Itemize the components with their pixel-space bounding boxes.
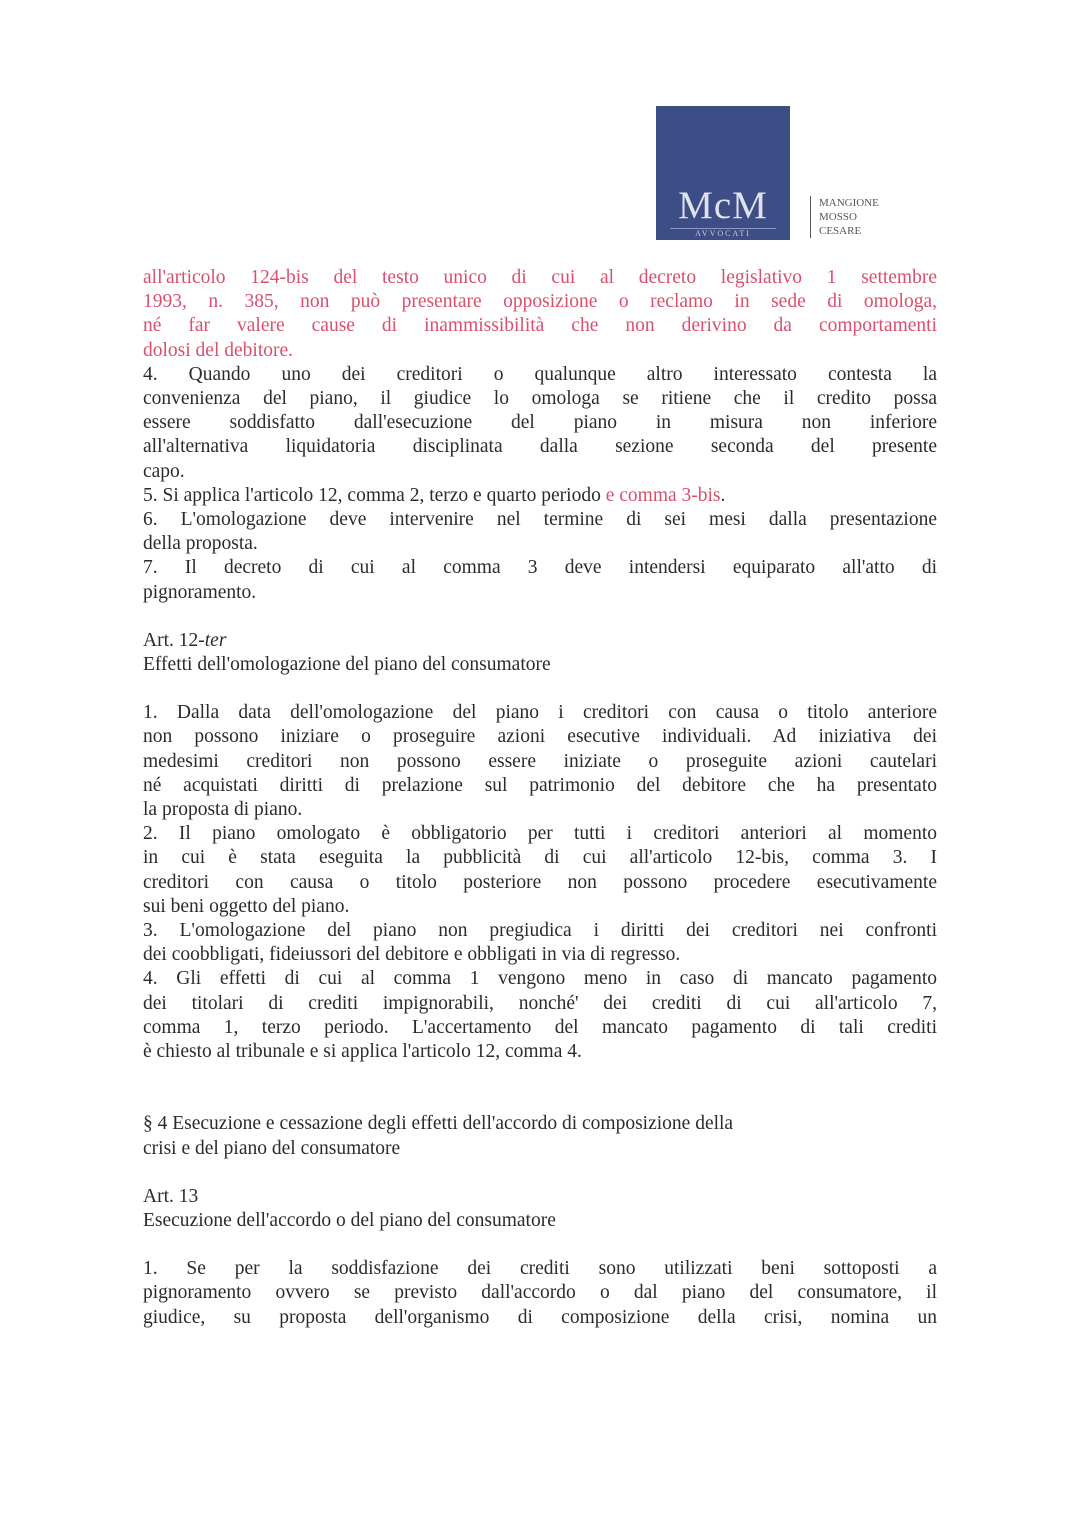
- text-line: della proposta.: [143, 533, 258, 555]
- text-line: dei titolari di crediti impignorabili, nonché' dei crediti di cui all'articolo 7,: [143, 992, 937, 1014]
- text-line: 4. Quando uno dei creditori o qualunque altro interessato contesta la: [143, 363, 937, 385]
- art12ter-paragraph-1: [143, 701, 937, 822]
- text-span: .: [720, 484, 726, 506]
- art12ter-paragraph-2: [143, 822, 937, 919]
- text-line: pignoramento ovvero se previsto dall'accordo o dal piano del consumatore, il: [143, 1282, 937, 1304]
- text-line: è chiesto al tribunale e si applica l'articolo 12, comma 4.: [143, 1041, 582, 1063]
- text-line: 4. Gli effetti di cui al comma 1 vengono meno in caso di mancato pagamento: [143, 968, 937, 990]
- article-suffix: ter: [204, 629, 227, 651]
- document-body: [143, 266, 937, 1330]
- text-line: creditori con causa o titolo posteriore non possono procedere esecutivamente: [143, 871, 937, 893]
- text-line: crisi e del piano del consumatore: [143, 1137, 401, 1159]
- text-line: 1. Se per la soddisfazione dei crediti sono utilizzati beni sottoposti a: [143, 1258, 937, 1280]
- text-line: medesimi creditori non possono essere iniziate o proseguite azioni cautelari: [143, 750, 937, 772]
- article-number: Art. 12-: [143, 629, 205, 651]
- firm-name-3: CESARE: [819, 225, 862, 237]
- text-line: dei coobbligati, fideiussori del debitore e obbligati in via di regresso.: [143, 944, 681, 966]
- text-line: 1993, n. 385, non può presentare opposizione o reclamo in sede di omologa,: [143, 291, 937, 313]
- article-label: Art. 13: [143, 1185, 199, 1207]
- text-line: comma 1, terzo periodo. L'accertamento del mancato pagamento di tali crediti: [143, 1016, 937, 1038]
- text-line: convenienza del piano, il giudice lo omologa se ritiene che il credito possa: [143, 388, 937, 410]
- paragraph-5: [143, 484, 937, 508]
- amended-text-block: [143, 266, 937, 363]
- text-line: pignoramento.: [143, 581, 257, 603]
- text-line: né acquistati diritti di prelazione sul patrimonio del debitore che ha presentato: [143, 774, 937, 796]
- text-line: all'articolo 124-bis del testo unico di cui al decreto legislativo 1 settembre: [143, 267, 937, 288]
- text-line: non possono iniziare o proseguire azioni esecutive individuali. Ad iniziativa dei: [143, 726, 937, 748]
- text-line: 1. Dalla data dell'omologazione del piano i creditori con causa o titolo anteriore: [143, 702, 937, 724]
- text-line: la proposta di piano.: [143, 799, 303, 821]
- art13-paragraph-1: [143, 1257, 937, 1330]
- text-line: dolosi del debitore.: [143, 339, 294, 361]
- art12ter-paragraph-4: [143, 967, 937, 1064]
- text-line: 3. L'omologazione del piano non pregiudica i diritti dei creditori nei confronti: [143, 920, 937, 942]
- text-line: 2. Il piano omologato è obbligatorio per tutti i creditori anteriori al momento: [143, 823, 937, 845]
- text-span: 5. Si applica l'articolo 12, comma 2, terzo e quarto periodo: [143, 484, 606, 506]
- logo-mark: McM: [678, 184, 768, 227]
- text-line: § 4 Esecuzione e cessazione degli effetti dell'accordo di composizione della: [143, 1113, 734, 1135]
- firm-name-1: MANGIONE: [819, 197, 879, 209]
- text-line: 7. Il decreto di cui al comma 3 deve intendersi equiparato all'atto di: [143, 557, 937, 579]
- paragraph-4: [143, 363, 937, 484]
- text-line: capo.: [143, 460, 185, 482]
- article-label: [143, 629, 937, 653]
- section-heading: [143, 1112, 937, 1160]
- amended-span: e comma 3-bis: [605, 484, 721, 506]
- text-line: né far valere cause di inammissibilità che non derivino da comportamenti: [143, 315, 937, 337]
- text-line: in cui è stata eseguita la pubblicità di cui all'articolo 12-bis, comma 3. I: [143, 847, 937, 869]
- paragraph-7: [143, 556, 937, 604]
- firm-names: [810, 196, 879, 238]
- firm-name-2: MOSSO: [819, 211, 857, 223]
- paragraph-6: [143, 508, 937, 556]
- firm-logo: [656, 106, 790, 240]
- logo-subtitle: AVVOCATI: [670, 228, 776, 239]
- article-title: Esecuzione dell'accordo o del piano del consumatore: [143, 1209, 556, 1231]
- text-line: all'alternativa liquidatoria disciplinata dalla sezione seconda del presente: [143, 436, 937, 458]
- article-title: Effetti dell'omologazione del piano del consumatore: [143, 654, 551, 676]
- art12ter-paragraph-3: [143, 919, 937, 967]
- text-line: 6. L'omologazione deve intervenire nel termine di sei mesi dalla presentazione: [143, 509, 937, 531]
- text-line: sui beni oggetto del piano.: [143, 895, 350, 917]
- text-line: essere soddisfatto dall'esecuzione del piano in misura non inferiore: [143, 412, 937, 434]
- text-line: giudice, su proposta dell'organismo di composizione della crisi, nomina un: [143, 1306, 937, 1328]
